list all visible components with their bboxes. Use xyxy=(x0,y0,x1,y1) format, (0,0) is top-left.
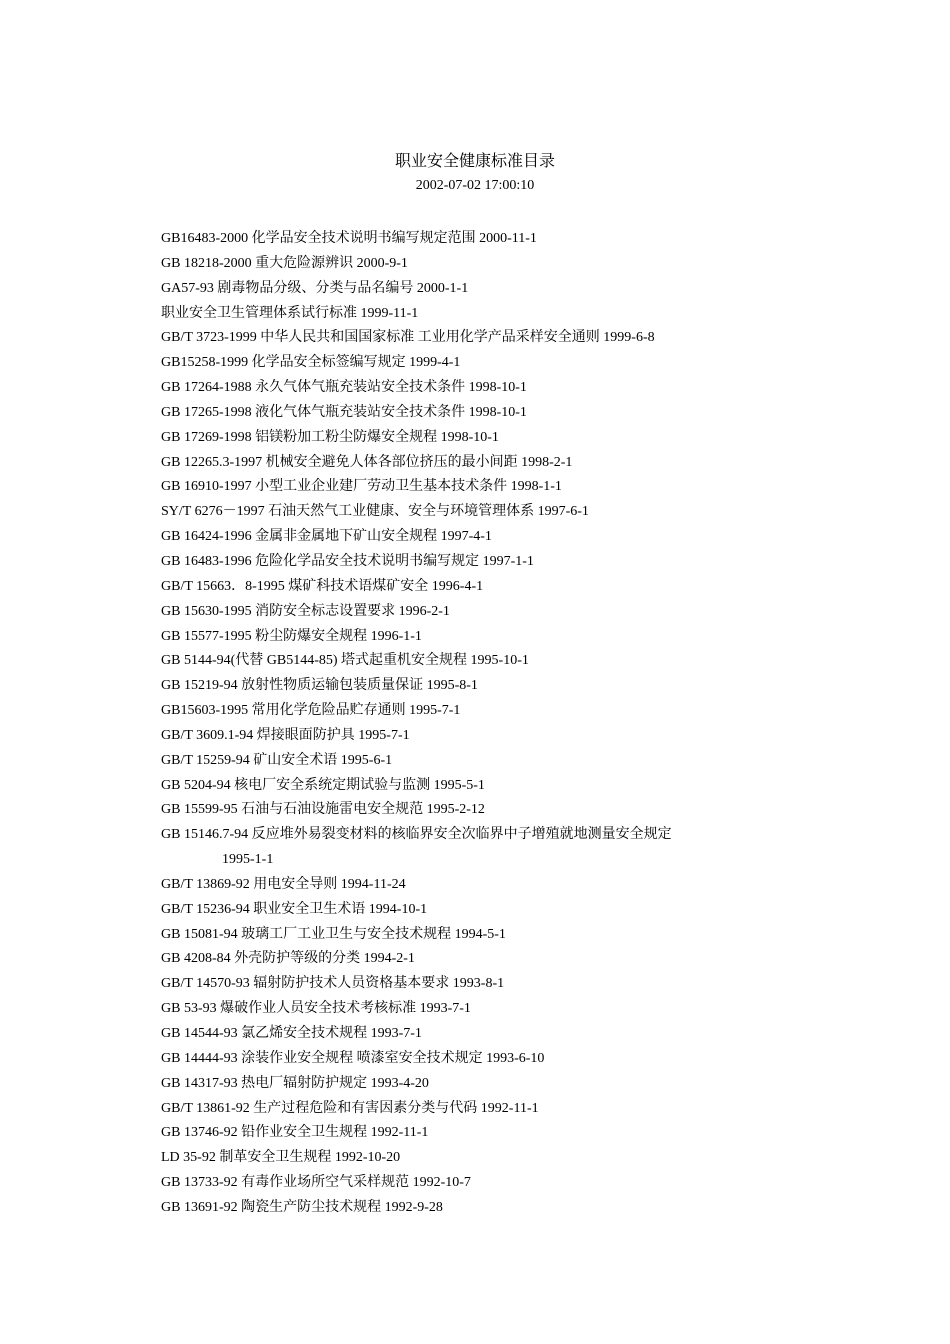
standard-entry-text: GB 17264-1988 永久气体气瓶充装站安全技术条件 1998-10-1 xyxy=(161,380,527,396)
standard-entry-text: GB15603-1995 常用化学危险品贮存通则 1995-7-1 xyxy=(161,703,461,719)
list-item xyxy=(161,1097,861,1122)
list-item xyxy=(161,475,861,500)
standard-entry-date: 1995-1-1 xyxy=(222,852,274,868)
standard-entry-text: GB 18218-2000 重大危险源辨识 2000-9-1 xyxy=(161,255,408,271)
standard-entry-text: GB/T 3609.1-94 焊接眼面防护具 1995-7-1 xyxy=(161,727,410,743)
standard-entry-text: GB 15630-1995 消防安全标志设置要求 1996-2-1 xyxy=(161,603,450,619)
standard-entry-text: GB 14544-93 氯乙烯安全技术规程 1993-7-1 xyxy=(161,1026,422,1041)
standard-entry-text: GB 13746-92 铅作业安全卫生规程 1992-11-1 xyxy=(161,1125,429,1141)
list-item xyxy=(161,749,861,774)
list-item xyxy=(161,674,861,699)
list-item xyxy=(161,500,861,525)
standard-entry-text: GB 15146.7-94 反应堆外易裂变材料的核临界安全次临界中子增殖就地测量安全规定 xyxy=(161,827,672,843)
standard-entry-text: GB 15219-94 放射性物质运输包装质量保证 1995-8-1 xyxy=(161,678,478,694)
list-item xyxy=(161,326,861,351)
list-item xyxy=(161,1196,861,1221)
list-item xyxy=(161,600,861,625)
standard-entry-text: GB 15081-94 玻璃工厂工业卫生与安全技术规程 1994-5-1 xyxy=(161,926,506,942)
standard-entry-text: GB 5204-94 核电厂安全系统定期试验与监测 1995-5-1 xyxy=(161,777,485,793)
standard-entry-text: GB16483-2000 化学品安全技术说明书编写规定范围 2000-11-1 xyxy=(161,231,537,246)
standard-entry-text: GB/T 15259-94 矿山安全术语 1995-6-1 xyxy=(161,752,393,768)
standard-entry-text: GB 53-93 爆破作业人员安全技术考核标准 1993-7-1 xyxy=(161,1001,471,1017)
list-item xyxy=(161,1022,861,1047)
list-item xyxy=(161,625,861,650)
standard-entry-text: GB 5144-94(代替 GB5144-85) 塔式起重机安全规程 1995-10-1 xyxy=(161,653,529,669)
list-item xyxy=(161,401,861,426)
list-item xyxy=(161,1072,861,1097)
list-item xyxy=(161,550,861,575)
list-item xyxy=(161,302,861,327)
list-item xyxy=(161,823,861,873)
list-item xyxy=(161,277,861,302)
list-item xyxy=(161,972,861,997)
list-item xyxy=(161,351,861,376)
list-item xyxy=(161,451,861,476)
standard-entry-text: GB 17269-1998 铝镁粉加工粉尘防爆安全规程 1998-10-1 xyxy=(161,429,499,445)
standards-list xyxy=(161,227,861,1221)
standard-entry-text: GB15258-1999 化学品安全标签编写规定 1999-4-1 xyxy=(161,355,461,371)
standard-entry-text: 职业安全卫生管理体系试行标准 1999-11-1 xyxy=(161,305,419,321)
standard-entry-text: LD 35-92 制革安全卫生规程 1992-10-20 xyxy=(161,1150,401,1166)
list-item xyxy=(161,227,861,252)
standard-entry-text: GB 13733-92 有毒作业场所空气采样规范 1992-10-7 xyxy=(161,1175,471,1191)
list-item xyxy=(161,1146,861,1171)
document-title: 职业安全健康标准目录 xyxy=(394,153,555,170)
list-item xyxy=(161,947,861,972)
list-item xyxy=(161,1121,861,1146)
list-item xyxy=(161,798,861,823)
standard-entry-text: GB 16910-1997 小型工业企业建厂劳动卫生基本技术条件 1998-1-1 xyxy=(161,479,562,495)
list-item xyxy=(161,923,861,948)
standard-entry-text: GB 15577-1995 粉尘防爆安全规程 1996-1-1 xyxy=(161,628,422,644)
list-item xyxy=(161,575,861,600)
list-item xyxy=(161,426,861,451)
standard-entry-text: GB 14444-93 涂装作业安全规程 喷漆室安全技术规定 1993-6-10 xyxy=(161,1050,545,1066)
standard-entry-text: GB/T 15663．8-1995 煤矿科技术语煤矿安全 1996-4-1 xyxy=(161,578,484,594)
standard-entry-text: GB 15599-95 石油与石油设施雷电安全规范 1995-2-12 xyxy=(161,802,485,818)
list-item xyxy=(161,376,861,401)
list-item xyxy=(161,873,861,898)
standard-entry-text: GA57-93 剧毒物品分级、分类与品名编号 2000-1-1 xyxy=(161,280,469,296)
standard-entry-text: GB/T 13861-92 生产过程危险和有害因素分类与代码 1992-11-1 xyxy=(161,1100,539,1116)
standard-entry-text: GB 12265.3-1997 机械安全避免人体各部位挤压的最小间距 1998-2-1 xyxy=(161,454,573,470)
standard-entry-text: GB 16483-1996 危险化学品安全技术说明书编写规定 1997-1-1 xyxy=(161,553,534,569)
list-item xyxy=(161,898,861,923)
list-item xyxy=(161,525,861,550)
standard-entry-text: GB/T 13869-92 用电安全导则 1994-11-24 xyxy=(161,876,406,892)
list-item xyxy=(161,1171,861,1196)
list-item xyxy=(161,724,861,749)
list-item xyxy=(161,1047,861,1072)
standard-entry-text: GB 16424-1996 金属非金属地下矿山安全规程 1997-4-1 xyxy=(161,529,492,545)
list-item xyxy=(161,649,861,674)
standard-entry-text: GB 14317-93 热电厂辐射防护规定 1993-4-20 xyxy=(161,1075,429,1091)
list-item xyxy=(161,699,861,724)
list-item xyxy=(161,252,861,277)
document-timestamp: 2002-07-02 17:00:10 xyxy=(415,178,535,193)
list-item xyxy=(161,774,861,799)
standard-entry-text: GB 17265-1998 液化气体气瓶充装站安全技术条件 1998-10-1 xyxy=(161,404,527,420)
standard-entry-text: GB/T 14570-93 辐射防护技术人员资格基本要求 1993-8-1 xyxy=(161,976,505,992)
list-item xyxy=(161,997,861,1022)
standard-entry-text: GB/T 15236-94 职业安全卫生术语 1994-10-1 xyxy=(161,901,428,917)
standard-entry-text: SY/T 6276－1997 石油天然气工业健康、安全与环境管理体系 1997-6-1 xyxy=(161,504,589,520)
standard-entry-text: GB 13691-92 陶瓷生产防尘技术规程 1992-9-28 xyxy=(161,1199,443,1215)
standard-entry-text: GB 4208-84 外壳防护等级的分类 1994-2-1 xyxy=(161,951,415,967)
standard-entry-text: GB/T 3723-1999 中华人民共和国国家标准 工业用化学产品采样安全通则 1999-6-8 xyxy=(161,330,655,346)
